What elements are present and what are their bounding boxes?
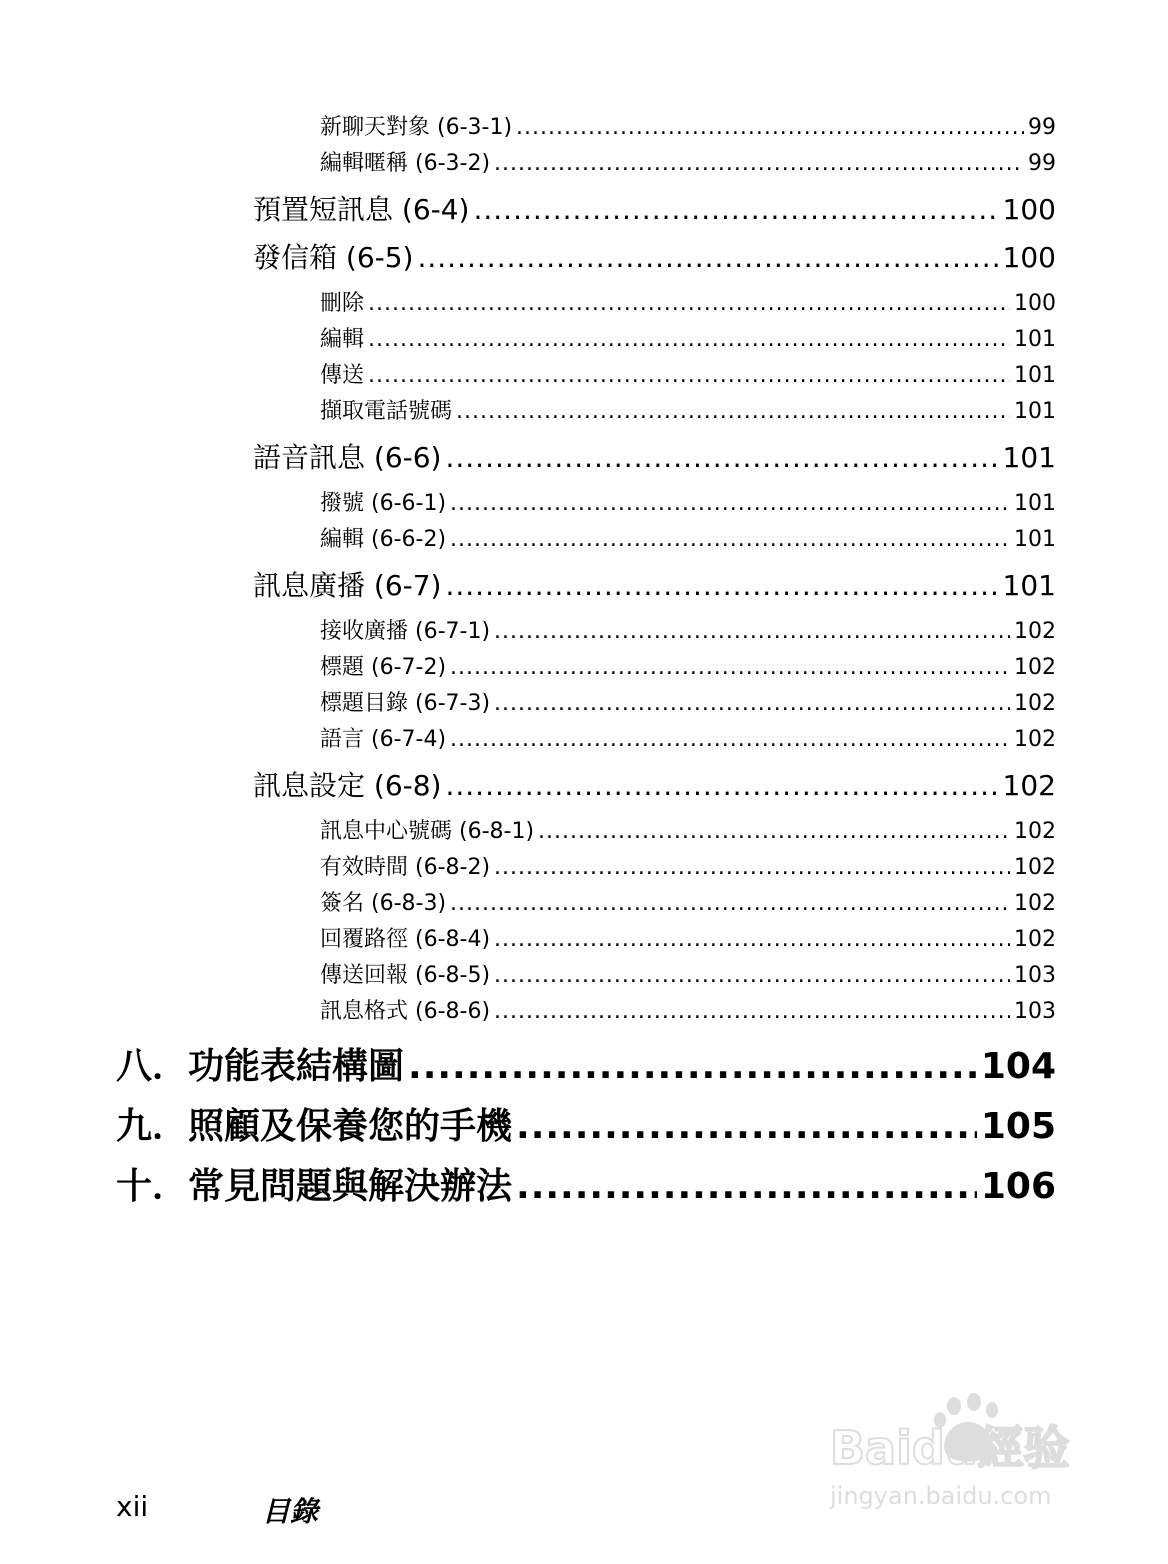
toc-chapter[interactable] — [116, 1038, 1056, 1089]
toc-entry-page: 99 — [1028, 151, 1056, 176]
dot-leader — [408, 1046, 977, 1087]
toc-entry-title: 編輯 (6-6-2) — [320, 527, 447, 552]
toc-entry-page: 101 — [1014, 327, 1056, 352]
dot-leader — [456, 399, 1010, 424]
dot-leader — [450, 527, 1010, 552]
dot-leader — [538, 819, 1010, 844]
toc-entry-title: 發信箱 (6-5) — [253, 241, 414, 274]
toc-entry[interactable] — [320, 922, 1056, 953]
toc-chapter-page: 106 — [980, 1166, 1056, 1207]
toc-chapter-title: 八．功能表結構圖 — [116, 1046, 405, 1087]
toc-chapter-title: 十．常見問題與解決辦法 — [116, 1166, 513, 1207]
dot-leader — [417, 241, 998, 274]
toc-entry[interactable] — [253, 564, 1056, 604]
dot-leader — [450, 891, 1010, 916]
baidu-paw-icon — [828, 1392, 1098, 1517]
toc-entry[interactable] — [320, 146, 1056, 177]
toc-entry[interactable] — [320, 886, 1056, 917]
toc-entry-title: 撥號 (6-6-1) — [320, 491, 447, 516]
toc-entry-page: 101 — [1014, 399, 1056, 424]
toc-chapter-page: 104 — [980, 1046, 1056, 1087]
toc-entry-page: 103 — [1014, 999, 1056, 1024]
toc-entry-page: 102 — [1014, 927, 1056, 952]
toc-entry-page: 102 — [1014, 819, 1056, 844]
toc-entry[interactable] — [253, 188, 1056, 228]
dot-leader — [516, 1106, 977, 1147]
toc-entry[interactable] — [253, 764, 1056, 804]
toc-entry-title: 擷取電話號碼 — [320, 399, 453, 424]
dot-leader — [494, 855, 1010, 880]
toc-entry[interactable] — [320, 958, 1056, 989]
toc-entry-page: 100 — [1002, 241, 1056, 274]
toc-entry-title: 語言 (6-7-4) — [320, 727, 447, 752]
dot-leader — [450, 655, 1010, 680]
toc-entry[interactable] — [320, 722, 1056, 753]
toc-entry[interactable] — [320, 522, 1056, 553]
dot-leader — [368, 291, 1010, 316]
toc-entry-page: 101 — [1002, 441, 1056, 474]
toc-entry-title: 訊息格式 (6-8-6) — [320, 999, 491, 1024]
toc-entry-page: 101 — [1014, 363, 1056, 388]
footer-page-number: xii — [116, 1490, 149, 1523]
footer-section-title: 目錄 — [262, 1495, 319, 1528]
toc-entry-page: 101 — [1014, 491, 1056, 516]
toc-entry-title: 預置短訊息 (6-4) — [253, 193, 470, 226]
toc-chapter[interactable] — [116, 1098, 1056, 1149]
toc-entry[interactable] — [320, 686, 1056, 717]
toc-entry-title: 有效時間 (6-8-2) — [320, 855, 491, 880]
dot-leader — [368, 327, 1010, 352]
toc-chapter-title: 九．照顧及保養您的手機 — [116, 1106, 513, 1147]
toc-entry-page: 100 — [1002, 193, 1056, 226]
toc-entry[interactable] — [253, 236, 1056, 276]
dot-leader — [494, 999, 1010, 1024]
dot-leader — [494, 927, 1010, 952]
toc-chapter-page: 105 — [980, 1106, 1056, 1147]
dot-leader — [516, 1166, 977, 1207]
toc-entry-title: 傳送 — [320, 363, 365, 388]
dot-leader — [368, 363, 1010, 388]
dot-leader — [494, 151, 1024, 176]
toc-entry[interactable] — [320, 394, 1056, 425]
dot-leader — [445, 569, 998, 602]
watermark-brand: Baidu經验 — [830, 1421, 1070, 1475]
toc-entry-page: 102 — [1014, 655, 1056, 680]
toc-entry-page: 102 — [1014, 891, 1056, 916]
toc-entry[interactable] — [320, 614, 1056, 645]
toc-entry-page: 101 — [1014, 527, 1056, 552]
toc-entry-title: 訊息中心號碼 (6-8-1) — [320, 819, 535, 844]
toc-entry[interactable] — [320, 850, 1056, 881]
toc-entry-page: 100 — [1014, 291, 1056, 316]
toc-entry[interactable] — [320, 322, 1056, 353]
toc-entry-title: 簽名 (6-8-3) — [320, 891, 447, 916]
toc-entry-page: 101 — [1002, 569, 1056, 602]
toc-entry-title: 標題目錄 (6-7-3) — [320, 691, 491, 716]
toc-entry-page: 102 — [1014, 619, 1056, 644]
toc-entry[interactable] — [320, 650, 1056, 681]
dot-leader — [494, 619, 1010, 644]
watermark-url: jingyan.baidu.com — [830, 1482, 1052, 1510]
toc-entry-page: 99 — [1028, 115, 1056, 140]
dot-leader — [473, 193, 998, 226]
toc-entry-title: 刪除 — [320, 291, 365, 316]
dot-leader — [494, 963, 1010, 988]
toc-entry-page: 102 — [1014, 727, 1056, 752]
toc-entry-title: 語音訊息 (6-6) — [253, 441, 442, 474]
toc-entry[interactable] — [320, 814, 1056, 845]
toc-entry-title: 回覆路徑 (6-8-4) — [320, 927, 491, 952]
toc-entry[interactable] — [320, 358, 1056, 389]
toc-entry-title: 傳送回報 (6-8-5) — [320, 963, 491, 988]
toc-entry-title: 訊息設定 (6-8) — [253, 769, 442, 802]
toc-entry[interactable] — [320, 110, 1056, 141]
dot-leader — [450, 727, 1010, 752]
toc-entry-title: 新聊天對象 (6-3-1) — [320, 115, 513, 140]
dot-leader — [516, 115, 1024, 140]
toc-entry-page: 102 — [1014, 691, 1056, 716]
toc-entry-title: 訊息廣播 (6-7) — [253, 569, 442, 602]
dot-leader — [445, 769, 998, 802]
toc-entry-page: 102 — [1014, 855, 1056, 880]
toc-entry-title: 標題 (6-7-2) — [320, 655, 447, 680]
toc-entry-title: 編輯暱稱 (6-3-2) — [320, 151, 491, 176]
toc-chapter[interactable] — [116, 1158, 1056, 1209]
baidu-watermark — [828, 1392, 1098, 1517]
toc-entry[interactable] — [320, 286, 1056, 317]
toc-entry[interactable] — [320, 994, 1056, 1025]
toc-entry[interactable] — [253, 436, 1056, 476]
toc-entry-title: 編輯 — [320, 327, 365, 352]
dot-leader — [450, 491, 1010, 516]
toc-entry-title: 接收廣播 (6-7-1) — [320, 619, 491, 644]
dot-leader — [445, 441, 998, 474]
toc-entry-page: 102 — [1002, 769, 1056, 802]
toc-entry[interactable] — [320, 486, 1056, 517]
toc-entry-page: 103 — [1014, 963, 1056, 988]
dot-leader — [494, 691, 1010, 716]
